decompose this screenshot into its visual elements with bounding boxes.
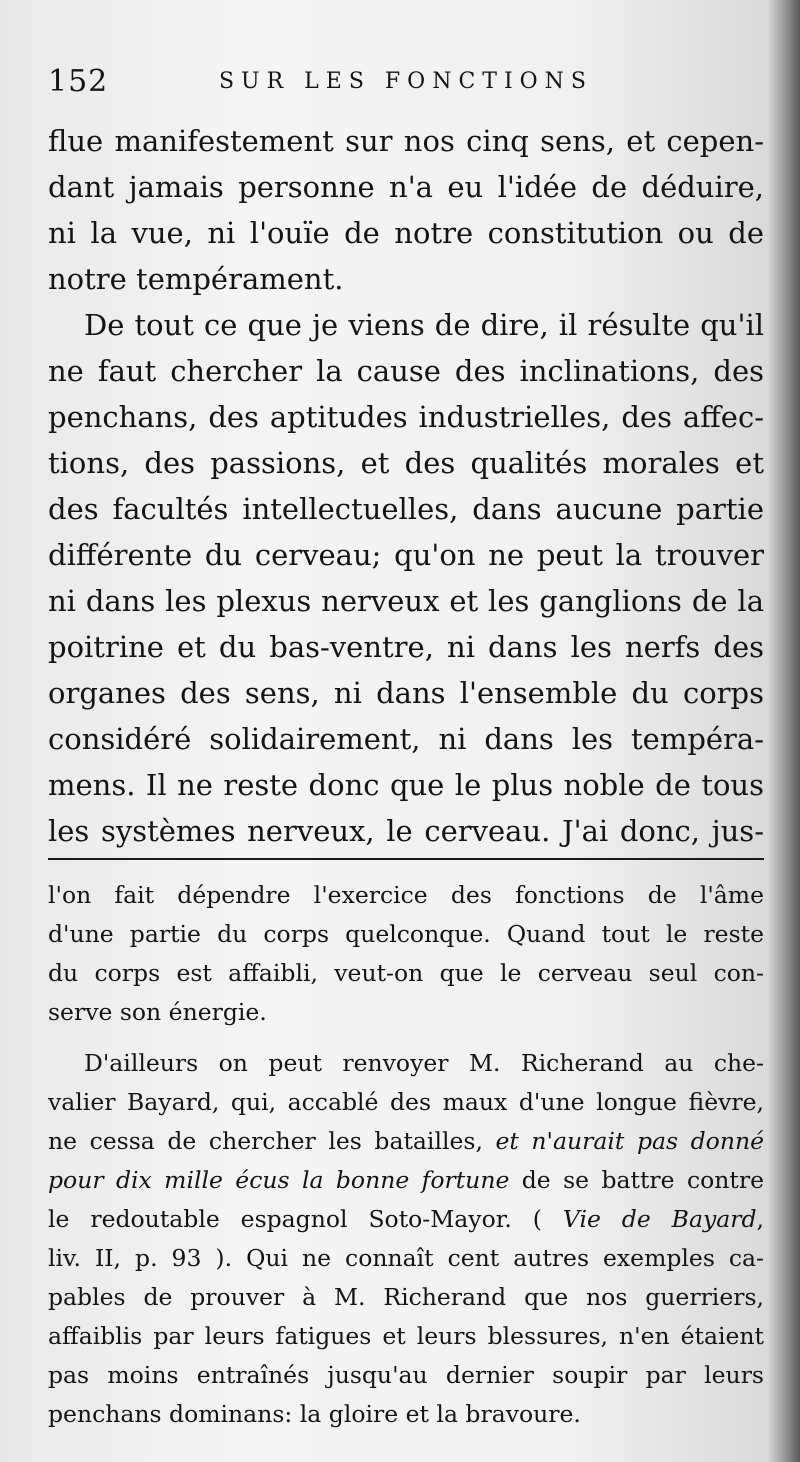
footnote-line: l'on fait dépendre l'exercice des fonctions de l'âme xyxy=(48,881,764,909)
footnote-text: ne cessa de chercher les batailles, xyxy=(48,1127,496,1155)
text-line: dant jamais personne n'a eu l'idée de déduire, xyxy=(48,170,764,204)
footnote-line: valier Bayard, qui, accablé des maux d'une longue fièvre, xyxy=(48,1088,764,1116)
text-line: différente du cerveau; qu'on ne peut la trouver xyxy=(48,538,764,572)
footnote-italic-text: Vie de Bayard xyxy=(562,1205,757,1233)
footnote-divider xyxy=(48,858,764,860)
text-line: tions, des passions, et des qualités morales et xyxy=(48,446,764,480)
text-line: organes des sens, ni dans l'ensemble du corps xyxy=(48,676,764,710)
footnote-line: penchans dominans: la gloire et la bravoure. xyxy=(48,1400,581,1428)
text-line: les systèmes nerveux, le cerveau. J'ai donc, jus- xyxy=(48,814,764,848)
text-line: ni la vue, ni l'ouïe de notre constitution ou de xyxy=(48,216,764,250)
text-line: des facultés intellectuelles, dans aucune partie xyxy=(48,492,764,526)
footnote-line xyxy=(48,1161,764,1200)
text-line: considéré solidairement, ni dans les tempéra- xyxy=(48,722,764,756)
footnote-italic-text: pour dix mille écus la bonne fortune xyxy=(48,1166,510,1194)
footnote-line xyxy=(48,1200,764,1239)
running-title: SUR LES FONCTIONS xyxy=(218,69,593,94)
footnote-line: d'une partie du corps quelconque. Quand tout le reste xyxy=(48,920,764,948)
text-line: notre tempérament. xyxy=(48,262,344,296)
text-line: poitrine et du bas-ventre, ni dans les nerfs des xyxy=(48,630,764,664)
footnote xyxy=(48,876,764,1434)
footnote-text: de se battre contre xyxy=(509,1166,764,1194)
text-line: penchans, des aptitudes industrielles, des affec- xyxy=(48,400,764,434)
footnote-italic-text: et n'aurait pas donné xyxy=(495,1127,764,1155)
text-line: ni dans les plexus nerveux et les ganglions de la xyxy=(48,584,764,618)
footnote-line: du corps est affaibli, veut-on que le cerveau seul con- xyxy=(48,959,764,987)
footnote-text: le redoutable espagnol Soto-Mayor. ( xyxy=(48,1205,563,1233)
footnote-line xyxy=(48,1122,764,1161)
main-text xyxy=(48,118,764,854)
footnote-line: pas moins entraînés jusqu'au dernier soupir par leurs xyxy=(48,1361,764,1389)
text-line: mens. Il ne reste donc que le plus noble de tous xyxy=(48,768,764,802)
footnote-line: serve son énergie. xyxy=(48,998,267,1026)
footnote-text: , xyxy=(756,1205,764,1233)
footnote-line: liv. II, p. 93 ). Qui ne connaît cent autres exemples ca- xyxy=(48,1244,764,1272)
text-line: flue manifestement sur nos cinq sens, et cepen- xyxy=(48,124,764,158)
footnote-line: affaiblis par leurs fatigues et leurs blessures, n'en étaient xyxy=(48,1322,764,1350)
page-number: 152 xyxy=(48,64,109,99)
footnote-line: D'ailleurs on peut renvoyer M. Richerand au che- xyxy=(84,1049,764,1077)
text-line: ne faut chercher la cause des inclinations, des xyxy=(48,354,764,388)
footnote-line: pables de prouver à M. Richerand que nos guerriers, xyxy=(48,1283,764,1311)
page-header xyxy=(48,62,764,102)
text-line: De tout ce que je viens de dire, il résulte qu'il xyxy=(84,308,764,342)
